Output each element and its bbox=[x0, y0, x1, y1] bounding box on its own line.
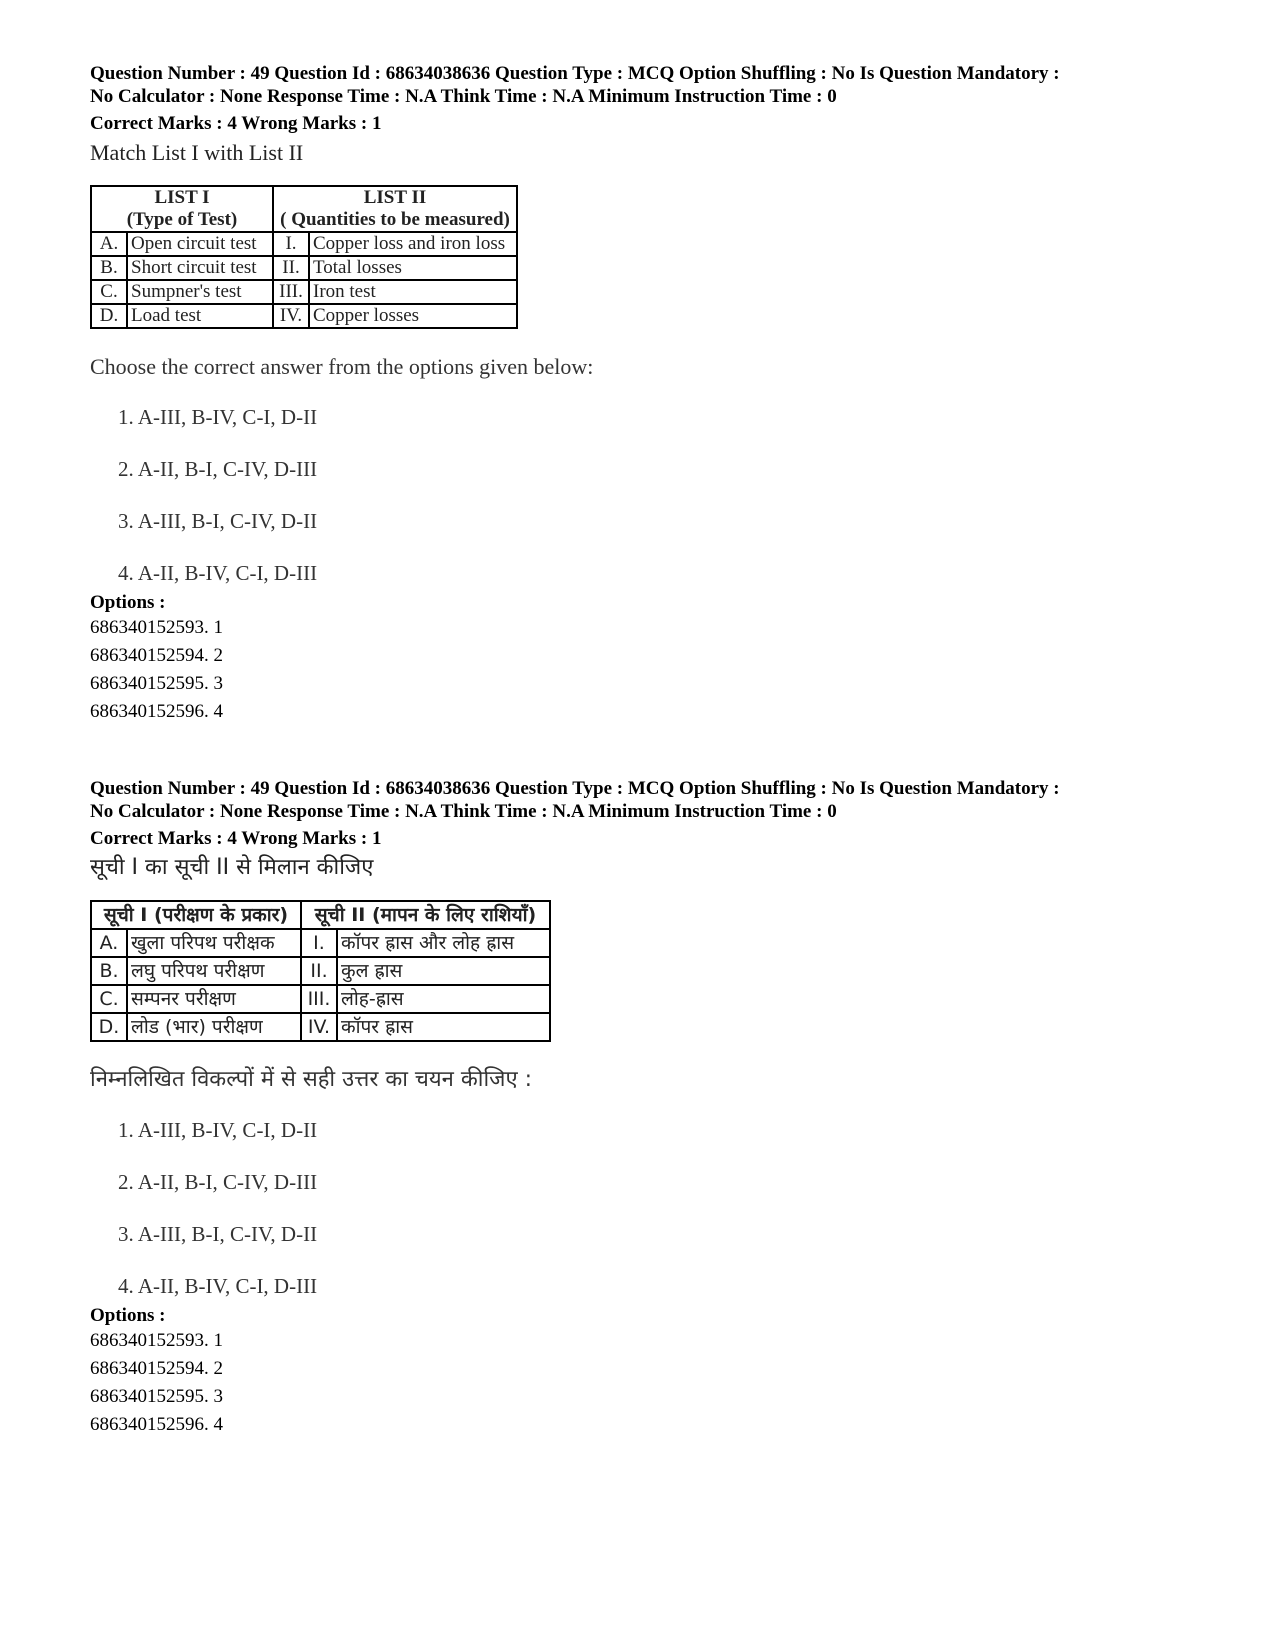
table-row: A. खुला परिपथ परीक्षक I. कॉपर ह्रास और लोह ह्रास bbox=[91, 929, 550, 957]
question-block-hindi bbox=[90, 777, 1230, 1439]
option-id-4: 686340152596. 4 bbox=[90, 1414, 223, 1435]
list-1-header: LIST I (Type of Test) bbox=[91, 186, 273, 232]
question-meta-line-2: No Calculator : None Response Time : N.A Think Time : N.A Minimum Instruction Time : 0 bbox=[90, 801, 837, 822]
option-id-3: 686340152595. 3 bbox=[90, 673, 223, 694]
choose-instruction: Choose the correct answer from the options given below: bbox=[90, 354, 594, 379]
question-prompt: Match List I with List II bbox=[90, 140, 304, 165]
list-2-header: LIST II ( Quantities to be measured) bbox=[273, 186, 517, 232]
table-header-row bbox=[91, 186, 517, 232]
options-heading: Options : bbox=[90, 1305, 166, 1326]
answer-choice-1: 1. A-III, B-IV, C-I, D-II bbox=[118, 405, 318, 429]
table-row: B. Short circuit test II. Total losses bbox=[91, 256, 517, 280]
question-prompt: सूची I का सूची II से मिलान कीजिए bbox=[90, 855, 374, 880]
answer-choice-2: 2. A-II, B-I, C-IV, D-III bbox=[118, 457, 318, 481]
question-meta-line-2: No Calculator : None Response Time : N.A Think Time : N.A Minimum Instruction Time : 0 bbox=[90, 86, 837, 107]
answer-choice-3: 3. A-III, B-I, C-IV, D-II bbox=[118, 1222, 318, 1246]
match-table bbox=[90, 900, 551, 1042]
answer-choice-2: 2. A-II, B-I, C-IV, D-III bbox=[118, 1170, 318, 1194]
question-block-english bbox=[90, 62, 1230, 726]
option-id-2: 686340152594. 2 bbox=[90, 1358, 223, 1379]
answer-choice-4: 4. A-II, B-IV, C-I, D-III bbox=[118, 561, 318, 585]
table-row: D. लोड (भार) परीक्षण IV. कॉपर ह्रास bbox=[91, 1013, 550, 1041]
answer-choice-1: 1. A-III, B-IV, C-I, D-II bbox=[118, 1118, 318, 1142]
list-1-header: सूची I (परीक्षण के प्रकार) bbox=[91, 901, 301, 929]
choose-instruction: निम्नलिखित विकल्पों में से सही उत्तर का चयन कीजिए : bbox=[90, 1067, 533, 1092]
option-id-4: 686340152596. 4 bbox=[90, 701, 223, 722]
options-heading: Options : bbox=[90, 592, 166, 613]
table-row: A. Open circuit test I. Copper loss and iron loss bbox=[91, 232, 517, 256]
marks-line: Correct Marks : 4 Wrong Marks : 1 bbox=[90, 113, 382, 134]
option-id-1: 686340152593. 1 bbox=[90, 617, 223, 638]
table-row: C. सम्पनर परीक्षण III. लोह-ह्रास bbox=[91, 985, 550, 1013]
option-id-3: 686340152595. 3 bbox=[90, 1386, 223, 1407]
table-row: C. Sumpner's test III. Iron test bbox=[91, 280, 517, 304]
option-id-2: 686340152594. 2 bbox=[90, 645, 223, 666]
question-meta-line-1: Question Number : 49 Question Id : 68634038636 Question Type : MCQ Option Shuffling : No Is Question Mandatory : bbox=[90, 778, 1060, 799]
list-2-header: सूची II (मापन के लिए राशियाँ) bbox=[301, 901, 550, 929]
match-table bbox=[90, 185, 518, 329]
answer-choice-3: 3. A-III, B-I, C-IV, D-II bbox=[118, 509, 318, 533]
table-row: B. लघु परिपथ परीक्षण II. कुल ह्रास bbox=[91, 957, 550, 985]
question-meta-line-1: Question Number : 49 Question Id : 68634038636 Question Type : MCQ Option Shuffling : No Is Question Mandatory : bbox=[90, 63, 1060, 84]
marks-line: Correct Marks : 4 Wrong Marks : 1 bbox=[90, 828, 382, 849]
table-row: D. Load test IV. Copper losses bbox=[91, 304, 517, 328]
answer-choice-4: 4. A-II, B-IV, C-I, D-III bbox=[118, 1274, 318, 1298]
table-header-row bbox=[91, 901, 550, 929]
option-id-1: 686340152593. 1 bbox=[90, 1330, 223, 1351]
